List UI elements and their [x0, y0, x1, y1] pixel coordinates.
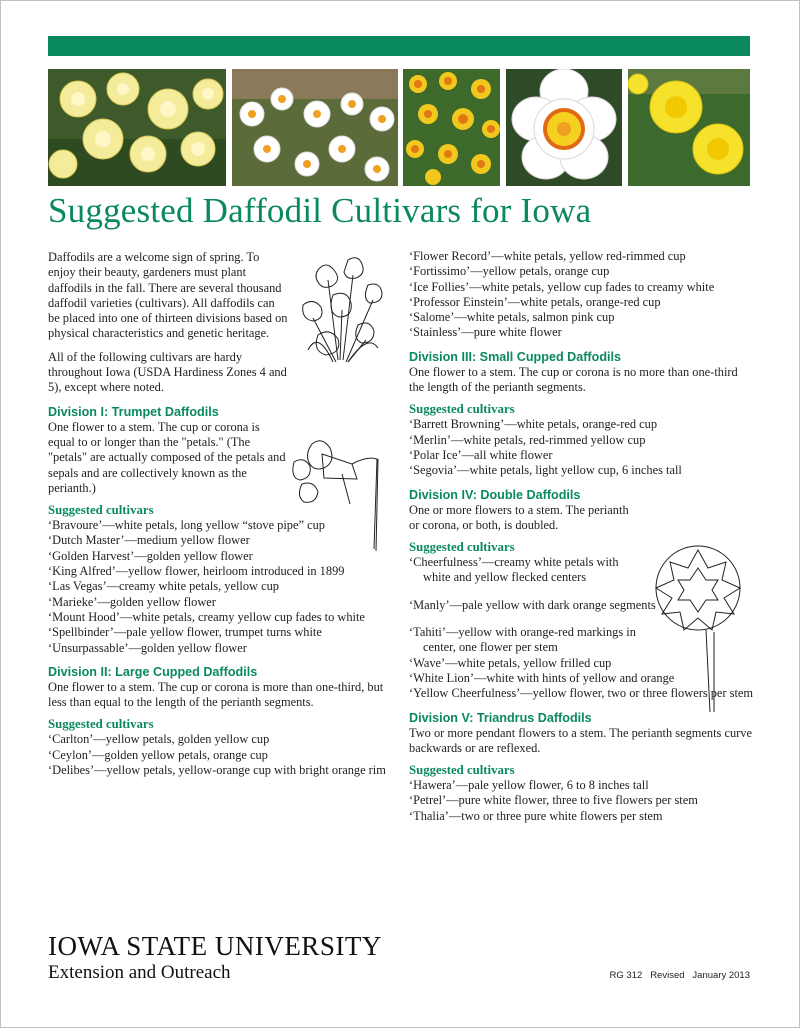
list-item: ‘Ice Follies’—white petals, yellow cup fades to creamy white [409, 279, 715, 294]
division-5-description: Two or more pendant flowers to a stem. The perianth segments curve backwards or are reflexed. [409, 725, 752, 755]
university-logo: IOWA STATE UNIVERSITY [48, 931, 382, 961]
list-item: ‘Manly’—pale yellow with dark orange segments [409, 597, 656, 612]
header-bar [48, 36, 750, 56]
list-item: ‘Tahiti’—yellow with orange-red markings in center, one flower per stem [409, 625, 636, 655]
intro-paragraph-2: All of the following cultivars are hardy throughout Iowa (USDA Hardiness Zones 4 and 5), except where noted. [48, 349, 287, 395]
list-item: ‘Professor Einstein’—white petals, orange-red cup [409, 294, 661, 309]
list-item: ‘Merlin’—white petals, red-rimmed yellow cup [409, 432, 646, 447]
list-item: ‘Polar Ice’—all white flower [409, 447, 553, 462]
division-3-heading: Division III: Small Cupped Daffodils [409, 349, 622, 364]
list-item: ‘Carlton’—yellow petals, golden yellow cup [48, 732, 270, 747]
publication-info: RG 312 Revised January 2013 [609, 970, 750, 981]
division-4-description: One or more flowers to a stem. The perianth or corona, or both, is doubled. [409, 502, 629, 532]
division-5-cultivars-heading: Suggested cultivars [409, 763, 515, 778]
list-item: ‘Mount Hood’—white petals, creamy yellow cup fades to white [48, 609, 365, 624]
list-item: ‘Hawera’—pale yellow flower, 6 to 8 inches tall [409, 778, 649, 793]
division-3-description: One flower to a stem. The cup or corona is no more than one-third the length of the perianth segments. [409, 364, 738, 395]
photo-trumpet-daffodils [628, 69, 750, 186]
division-5-heading: Division V: Triandrus Daffodils [409, 710, 592, 725]
left-column [48, 250, 393, 778]
list-item: ‘Petrel’—pure white flower, three to five flowers per stem [409, 793, 698, 808]
list-item: ‘King Alfred’—yellow flower, heirloom introduced in 1899 [48, 564, 345, 579]
list-item: ‘Delibes’—yellow petals, yellow-orange cup with bright orange rim [48, 763, 386, 778]
list-item: ‘White Lion’—white with hints of yellow and orange [409, 670, 675, 685]
list-item: ‘Marieke’—golden yellow flower [48, 594, 216, 609]
list-item: ‘Stainless’—pure white flower [409, 325, 562, 340]
list-item: ‘Flower Record’—white petals, yellow red-rimmed cup [409, 249, 686, 263]
list-item: ‘Ceylon’—golden yellow petals, orange cup [48, 747, 268, 762]
division-1-cultivars-heading: Suggested cultivars [48, 503, 154, 518]
photo-yellow-daffodils [48, 69, 226, 186]
list-item: ‘Bravoure’—white petals, long yellow “stove pipe” cup [48, 518, 325, 533]
right-column [409, 249, 754, 824]
list-item: ‘Salome’—white petals, salmon pink cup [409, 310, 615, 325]
division-4-heading: Division IV: Double Daffodils [409, 487, 581, 502]
list-item: ‘Las Vegas’—creamy white petals, yellow cup [48, 579, 279, 594]
extension-label: Extension and Outreach [48, 962, 231, 983]
list-item: ‘Spellbinder’—pale yellow flower, trumpet turns white [48, 625, 322, 640]
list-item: ‘Segovia’—white petals, light yellow cup, 6 inches tall [409, 463, 682, 478]
list-item: ‘Barrett Browning’—white petals, orange-red cup [409, 417, 658, 432]
list-item: ‘Golden Harvest’—golden yellow flower [48, 548, 253, 563]
division-2-heading: Division II: Large Cupped Daffodils [48, 664, 258, 679]
photo-orange-cup-daffodils [403, 69, 500, 186]
division-2-cultivars-heading: Suggested cultivars [48, 717, 154, 732]
division-1-description: One flower to a stem. The cup or corona is equal to or longer than the "petals." (The "petals" are actually composed of the petals and sepals and are collectively known as the perianth.) [48, 419, 286, 495]
division-1-heading: Division I: Trumpet Daffodils [48, 404, 219, 419]
list-item: ‘Wave’—white petals, yellow frilled cup [409, 655, 612, 670]
photo-white-daffodil-closeup [506, 69, 622, 186]
list-item: ‘Unsurpassable’—golden yellow flower [48, 640, 247, 655]
list-item: ‘Cheerfulness’—creamy white petals with white and yellow flecked centers [409, 555, 619, 585]
list-item: ‘Fortissimo’—yellow petals, orange cup [409, 264, 610, 279]
list-item: ‘Thalia’—two or three pure white flowers per stem [409, 808, 663, 823]
division-4-cultivars-heading: Suggested cultivars [409, 540, 515, 555]
photo-white-daffodils [232, 69, 398, 186]
list-item: ‘Yellow Cheerfulness’—yellow flower, two or three flowers per stem [409, 686, 754, 701]
page-title: Suggested Daffodil Cultivars for Iowa [48, 191, 592, 230]
list-item: ‘Dutch Master’—medium yellow flower [48, 533, 250, 548]
division-3-cultivars-heading: Suggested cultivars [409, 402, 515, 417]
intro-paragraph-1: Daffodils are a welcome sign of spring. To enjoy their beauty, gardeners must plant daffodils in the fall. There are several thousand daffodil varieties (cultivars). All daffodils can be placed into one of thirteen divisions based on physical characteristics and genetic heritage. [48, 250, 288, 341]
division-2-description: One flower to a stem. The cup or corona is more than one-third, but less than equal to the length of the perianth segments. [48, 679, 384, 710]
